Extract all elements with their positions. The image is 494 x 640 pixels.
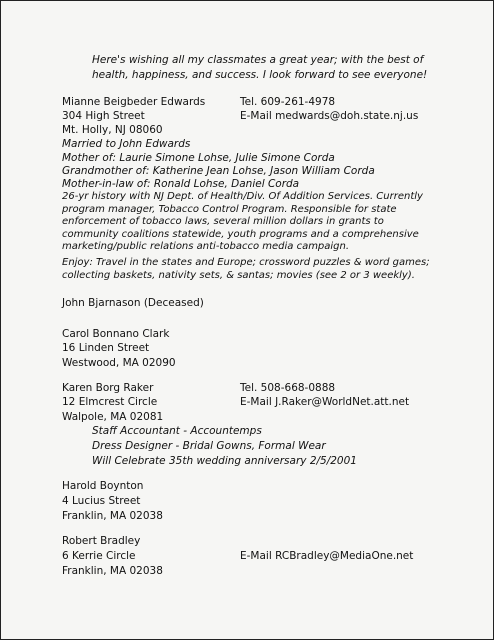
- boynton-name: Harold Boynton: [62, 480, 144, 492]
- edwards-email: E-Mail medwards@doh.state.nj.us: [240, 110, 419, 122]
- clark-street: 16 Linden Street: [62, 342, 150, 354]
- raker-name: Karen Borg Raker: [62, 382, 154, 394]
- boynton-city: Franklin, MA 02038: [62, 510, 163, 522]
- raker-line-3: Will Celebrate 35th wedding anniversary 2/5/2001: [92, 455, 357, 467]
- raker-tel: Tel. 508-668-0888: [240, 382, 336, 394]
- boynton-street: 4 Lucius Street: [62, 495, 141, 507]
- intro-text: Here's wishing all my classmates a great year; with the best of health, happiness, and success. I look forward to see everyone!: [92, 54, 428, 81]
- bradley-name: Robert Bradley: [62, 535, 141, 547]
- bradley-email: E-Mail RCBradley@MediaOne.net: [240, 550, 414, 562]
- edwards-grandmother: Grandmother of: Katherine Jean Lohse, Jason William Corda: [62, 165, 375, 177]
- edwards-history: 26-yr history with NJ Dept. of Health/Div. Of Addition Services. Currently program manager, Tobacco Control Program. Responsible for state enforcement of tobacco laws, several million dollars in grants to community coalitions statewide, youth programs and a comprehensive marketing/public relations anti-tobacco media campaign.: [62, 191, 423, 252]
- bradley-street: 6 Kerrie Circle: [62, 550, 136, 562]
- edwards-tel: Tel. 609-261-4978: [240, 96, 336, 108]
- raker-email: E-Mail J.Raker@WorldNet.att.net: [240, 396, 410, 408]
- edwards-married: Married to John Edwards: [62, 138, 191, 150]
- raker-city: Walpole, MA 02081: [62, 411, 164, 423]
- clark-city: Westwood, MA 02090: [62, 357, 176, 369]
- clark-name: Carol Bonnano Clark: [62, 328, 170, 340]
- edwards-city: Mt. Holly, NJ 08060: [62, 124, 163, 136]
- raker-line-2: Dress Designer - Bridal Gowns, Formal Wear: [92, 440, 326, 452]
- edwards-mother: Mother of: Laurie Simone Lohse, Julie Simone Corda: [62, 152, 335, 164]
- edwards-street: 304 High Street: [62, 110, 145, 122]
- edwards-mother-in-law: Mother-in-law of: Ronald Lohse, Daniel Corda: [62, 178, 300, 190]
- edwards-enjoy: Enjoy: Travel in the states and Europe; crossword puzzles & word games; collecting baskets, nativity sets, & santas; movies (see 2 or 3 weekly).: [62, 257, 430, 281]
- raker-street: 12 Elmcrest Circle: [62, 396, 158, 408]
- bradley-city: Franklin, MA 02038: [62, 565, 163, 577]
- raker-line-1: Staff Accountant - Accountemps: [92, 425, 262, 437]
- bjarnason-name: John Bjarnason (Deceased): [62, 297, 204, 309]
- edwards-name: Mianne Beigbeder Edwards: [62, 96, 206, 108]
